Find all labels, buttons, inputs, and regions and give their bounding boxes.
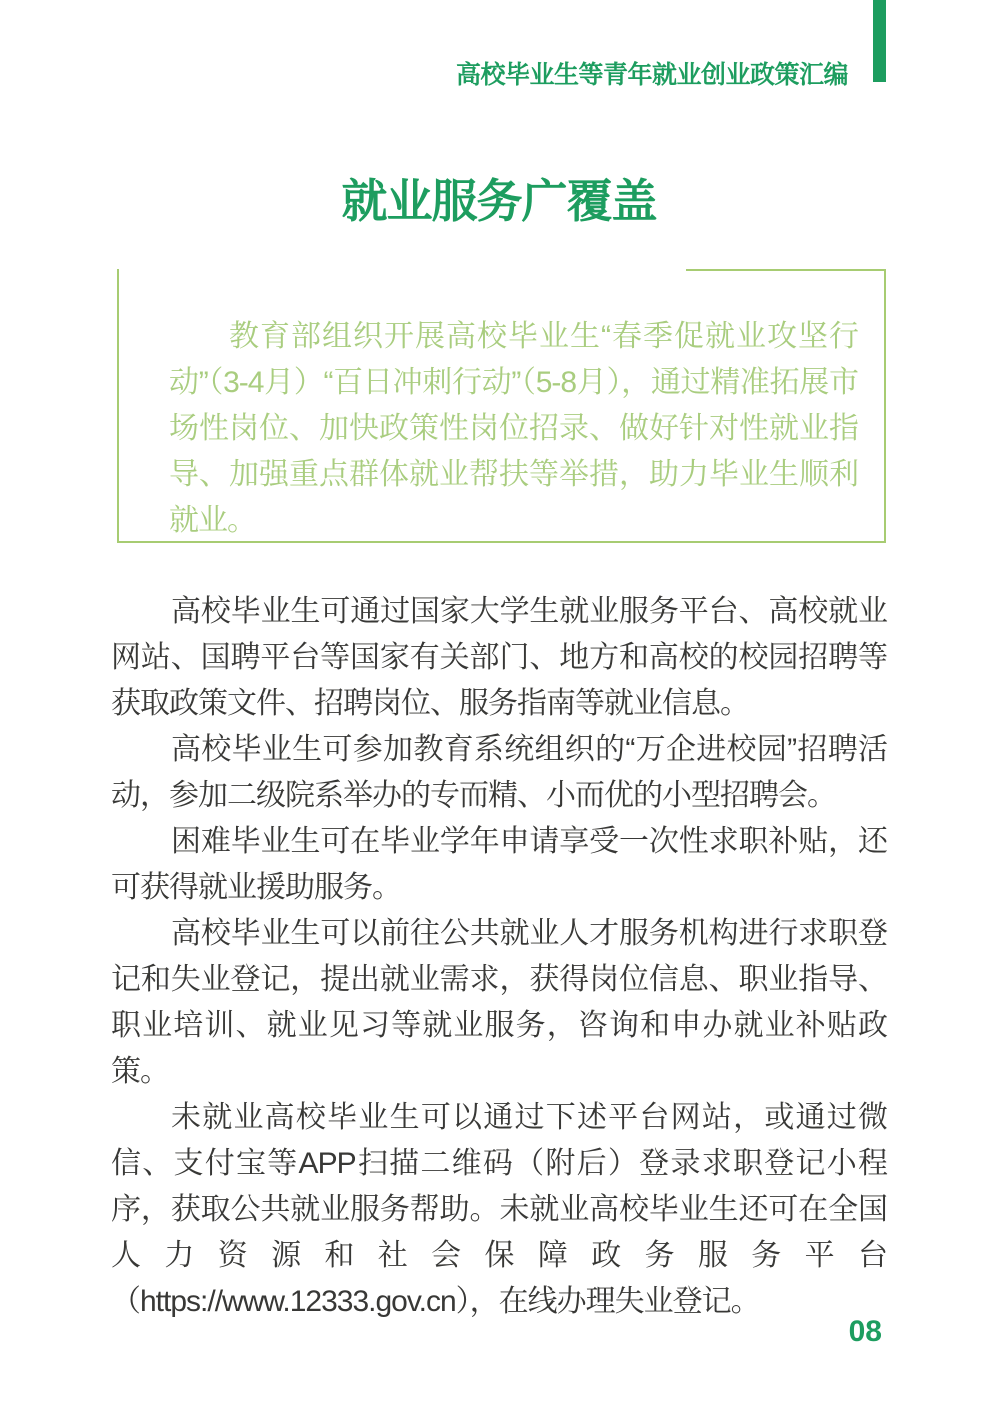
- page-title: 就业服务广覆盖: [341, 175, 657, 227]
- body-text-block: [111, 589, 887, 1325]
- body-paragraph: 困难毕业生可在毕业学年申请享受一次性求职补贴，还可获得就业援助服务。: [111, 825, 887, 904]
- header-accent-bar: [873, 0, 886, 82]
- body-paragraph: 高校毕业生可以前往公共就业人才服务机构进行求职登记和失业登记，提出就业需求，获得岗位信息、职业指导、职业培训、就业见习等就业服务，咨询和申办就业补贴政策。: [111, 917, 887, 1088]
- highlight-box-text: 教育部组织开展高校毕业生“春季促就业攻坚行动”（3-4月）“百日冲刺行动”（5-8月），通过精准拓展市场性岗位、加快政策性岗位招录、做好针对性就业指导、加强重点群体就业帮扶等举措，助力毕业生顺利就业。: [169, 320, 858, 537]
- body-paragraph: 高校毕业生可通过国家大学生就业服务平台、高校就业网站、国聘平台等国家有关部门、地方和高校的校园招聘等获取政策文件、招聘岗位、服务指南等就业信息。: [111, 595, 887, 720]
- highlight-box: [117, 269, 886, 543]
- body-paragraph: 高校毕业生可参加教育系统组织的“万企进校园”招聘活动，参加二级院系举办的专而精、小而优的小型招聘会。: [111, 733, 887, 812]
- header-running-title: 高校毕业生等青年就业创业政策汇编: [455, 61, 848, 89]
- page-number: 08: [848, 1315, 882, 1348]
- highlight-box-top-border: [686, 269, 886, 271]
- body-paragraph: 未就业高校毕业生可以通过下述平台网站，或通过微信、支付宝等APP扫描二维码（附后）登录求职登记小程序，获取公共就业服务帮助。未就业高校毕业生还可在全国人力资源和社会保障政务服务平台（https://www.12333.gov.cn），在线办理失业登记。: [111, 1101, 887, 1318]
